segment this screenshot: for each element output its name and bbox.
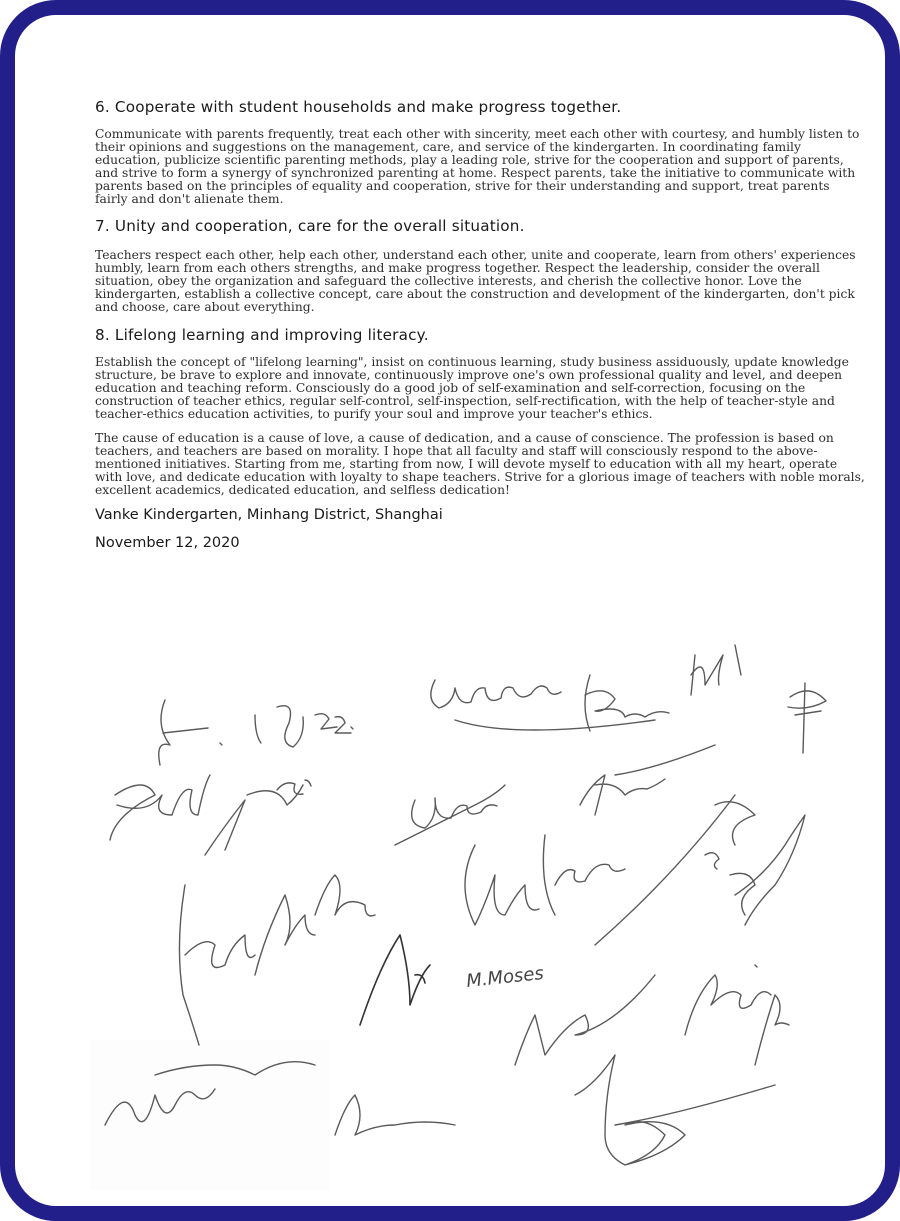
signature-patch bbox=[90, 1040, 330, 1190]
document-body bbox=[95, 98, 865, 563]
signature-19 bbox=[335, 1095, 455, 1135]
section-6-text: Communicate with parents frequently, treat each other with sincerity, meet each other with courtesy, and humbly listen to their opinions and suggestions on the management, care, and service of the kindergarten. In coordinating family education, publicize scientific parenting methods, play a leading role, strive for the cooperation and support of parents, and strive to form a synergy of synchronized parenting at home. Respect parents, take the initiative to communicate with parents based on the principles of equality and cooperation, strive for their understanding and support, treat parents fairly and don't alienate them. bbox=[95, 127, 860, 206]
organization-name: Vanke Kindergarten, Minhang District, Shanghai bbox=[95, 507, 443, 523]
signature-moses: M.Moses bbox=[465, 962, 545, 992]
closing-paragraph: The cause of education is a cause of love, a cause of dedication, and a cause of conscience. The profession is based on teachers, and teachers are based on morality. I hope that all faculty and staff will consciously respond to the above-mentioned initiatives. Starting from me, starting from now, I will devote myself to education with all my heart, operate with love, and dedicate education with loyalty to shape teachers. Strive for a glorious image of teachers with noble morals, excellent academics, dedicated education, and selfless dedication! bbox=[95, 431, 865, 497]
signature-4 bbox=[691, 645, 741, 695]
signature-15 bbox=[515, 975, 655, 1065]
signature-8 bbox=[395, 785, 505, 845]
signature-13 bbox=[465, 835, 625, 925]
signature-11 bbox=[705, 815, 805, 925]
section-8-text: Establish the concept of "lifelong learning", insist on continuous learning, study business assiduously, update knowledge structure, be brave to explore and innovate, continuously improve one's own professional quality and level, and deepen education and teaching reform. Consciously do a good job of self-examination and self-correction, focusing on the construction of teacher ethics, regular self-control, self-inspection, self-rectification, with the help of teacher-style and teacher-ethics education activities, to purify your soul and improve your teacher's ethics. bbox=[95, 355, 849, 421]
signature-20 bbox=[575, 1055, 775, 1165]
signature-16 bbox=[685, 965, 771, 1035]
section-8-heading: 8. Lifelong learning and improving literacy. bbox=[95, 326, 429, 344]
signature-2 bbox=[255, 706, 353, 747]
signature-3 bbox=[431, 675, 669, 731]
signature-date: November 12, 2020 bbox=[95, 535, 240, 551]
signature-9 bbox=[580, 745, 715, 815]
signature-14 bbox=[360, 935, 430, 1025]
signature-10 bbox=[595, 795, 755, 945]
section-6-heading: 6. Cooperate with student households and make progress together. bbox=[95, 98, 622, 116]
signature-5 bbox=[788, 683, 826, 753]
signature-12 bbox=[179, 875, 375, 1045]
signature-17 bbox=[755, 995, 789, 1065]
signature-7 bbox=[205, 780, 311, 855]
signature-1 bbox=[159, 700, 222, 765]
signature-6 bbox=[110, 775, 210, 840]
section-7-heading: 7. Unity and cooperation, care for the overall situation. bbox=[95, 217, 525, 235]
section-7-text: Teachers respect each other, help each other, understand each other, unite and cooperate, learn from others' experiences humbly, learn from each others strengths, and make progress together. Respect the leadership, consider the overall situation, obey the organization and safeguard the collective interests, and cherish the collective honor. Love the kindergarten, establish a collective concept, care about the construction and development of the kindergarten, don't pick and choose, care about everything. bbox=[95, 248, 856, 314]
